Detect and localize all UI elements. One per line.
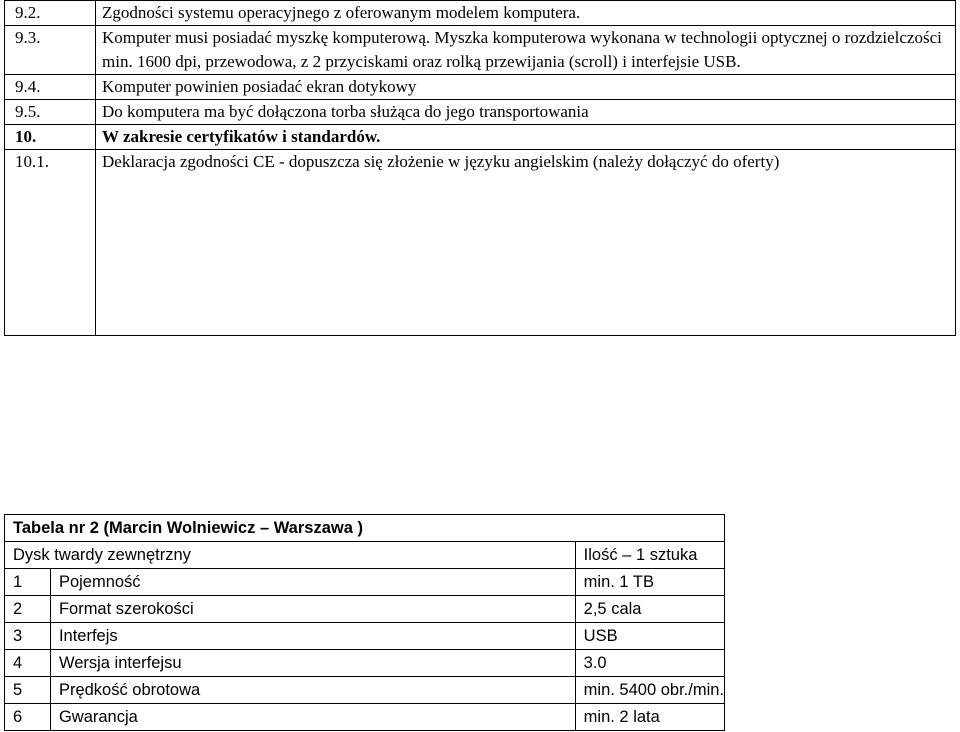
parameter-value: 3.0: [575, 650, 724, 677]
product-name: Dysk twardy zewnętrzny: [5, 542, 576, 569]
spec-row-text: Komputer musi posiadać myszkę komputerową. Myszka komputerowa wykonana w technologii optycznej o rozdzielczości min. 1600 dpi, przewodowa, z 2 przyciskami oraz rolką przewijania (scroll) i interfejsie USB.: [96, 26, 956, 75]
parameter-value: USB: [575, 623, 724, 650]
parameter-value: min. 1 TB: [575, 569, 724, 596]
row-number: 3: [5, 623, 51, 650]
table-title-row: [5, 515, 725, 542]
spec-section-heading: [5, 125, 956, 150]
table-row: [5, 569, 725, 596]
parameter-value: min. 2 lata: [575, 704, 724, 731]
parameter-name: Format szerokości: [50, 596, 575, 623]
spec-row-text: Deklaracja zgodności CE - dopuszcza się złożenie w języku angielskim (należy dołączyć do oferty): [96, 150, 956, 336]
parameter-name: Gwarancja: [50, 704, 575, 731]
specification-table: [4, 0, 956, 336]
row-number: 6: [5, 704, 51, 731]
table-header-row: [5, 542, 725, 569]
parameter-value: min. 5400 obr./min.: [575, 677, 724, 704]
spec-row-number: 9.3.: [5, 26, 96, 75]
table-title: Tabela nr 2 (Marcin Wolniewicz – Warszawa ): [5, 515, 725, 542]
spec-row-text: W zakresie certyfikatów i standardów.: [96, 125, 956, 150]
quantity: Ilość – 1 sztuka: [575, 542, 724, 569]
hard-drive-table: [4, 514, 725, 731]
row-number: 2: [5, 596, 51, 623]
table-row: [5, 623, 725, 650]
spec-row: [5, 75, 956, 100]
spec-row: [5, 1, 956, 26]
row-number: 4: [5, 650, 51, 677]
parameter-value: 2,5 cala: [575, 596, 724, 623]
table-row: [5, 677, 725, 704]
spec-row-number: 10.1.: [5, 150, 96, 336]
spec-row-text: Do komputera ma być dołączona torba służąca do jego transportowania: [96, 100, 956, 125]
spec-row: [5, 150, 956, 336]
spec-row: [5, 26, 956, 75]
table-row: [5, 650, 725, 677]
parameter-name: Interfejs: [50, 623, 575, 650]
parameter-name: Prędkość obrotowa: [50, 677, 575, 704]
spec-row-text: Komputer powinien posiadać ekran dotykowy: [96, 75, 956, 100]
row-number: 1: [5, 569, 51, 596]
spec-row-number: 9.2.: [5, 1, 96, 26]
spec-row-number: 9.5.: [5, 100, 96, 125]
spec-row-number: 10.: [5, 125, 96, 150]
parameter-name: Wersja interfejsu: [50, 650, 575, 677]
spec-row-number: 9.4.: [5, 75, 96, 100]
spec-row-text: Zgodności systemu operacyjnego z oferowanym modelem komputera.: [96, 1, 956, 26]
table-row: [5, 596, 725, 623]
row-number: 5: [5, 677, 51, 704]
parameter-name: Pojemność: [50, 569, 575, 596]
spec-row: [5, 100, 956, 125]
table-row: [5, 704, 725, 731]
